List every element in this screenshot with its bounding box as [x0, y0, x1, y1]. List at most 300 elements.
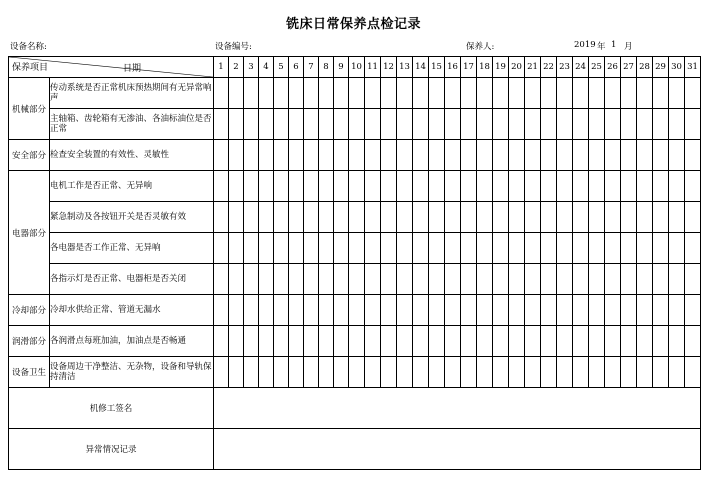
- check-cell[interactable]: [557, 78, 573, 109]
- check-cell[interactable]: [605, 233, 621, 264]
- check-cell[interactable]: [685, 326, 701, 357]
- check-cell[interactable]: [541, 233, 557, 264]
- check-cell[interactable]: [214, 202, 229, 233]
- check-cell[interactable]: [557, 202, 573, 233]
- check-cell[interactable]: [605, 109, 621, 140]
- check-cell[interactable]: [685, 264, 701, 295]
- check-cell[interactable]: [605, 295, 621, 326]
- check-cell[interactable]: [557, 326, 573, 357]
- check-cell[interactable]: [605, 171, 621, 202]
- check-cell[interactable]: [477, 264, 493, 295]
- check-cell[interactable]: [461, 202, 477, 233]
- check-cell[interactable]: [461, 171, 477, 202]
- check-cell[interactable]: [509, 357, 525, 388]
- check-cell[interactable]: [274, 140, 289, 171]
- check-cell[interactable]: [289, 171, 304, 202]
- check-cell[interactable]: [365, 109, 381, 140]
- check-cell[interactable]: [304, 233, 319, 264]
- check-cell[interactable]: [525, 202, 541, 233]
- check-cell[interactable]: [214, 233, 229, 264]
- check-cell[interactable]: [525, 326, 541, 357]
- check-cell[interactable]: [509, 326, 525, 357]
- check-cell[interactable]: [685, 78, 701, 109]
- check-cell[interactable]: [365, 326, 381, 357]
- check-cell[interactable]: [349, 357, 365, 388]
- check-cell[interactable]: [653, 326, 669, 357]
- check-cell[interactable]: [244, 202, 259, 233]
- check-cell[interactable]: [429, 295, 445, 326]
- check-cell[interactable]: [525, 233, 541, 264]
- check-cell[interactable]: [319, 171, 334, 202]
- check-cell[interactable]: [493, 109, 509, 140]
- check-cell[interactable]: [589, 264, 605, 295]
- check-cell[interactable]: [669, 140, 685, 171]
- check-cell[interactable]: [319, 295, 334, 326]
- check-cell[interactable]: [244, 264, 259, 295]
- check-cell[interactable]: [349, 264, 365, 295]
- check-cell[interactable]: [445, 78, 461, 109]
- check-cell[interactable]: [461, 109, 477, 140]
- check-cell[interactable]: [319, 109, 334, 140]
- check-cell[interactable]: [214, 357, 229, 388]
- check-cell[interactable]: [334, 326, 349, 357]
- check-cell[interactable]: [259, 295, 274, 326]
- check-cell[interactable]: [669, 171, 685, 202]
- check-cell[interactable]: [669, 264, 685, 295]
- check-cell[interactable]: [289, 295, 304, 326]
- check-cell[interactable]: [229, 109, 244, 140]
- check-cell[interactable]: [349, 140, 365, 171]
- check-cell[interactable]: [365, 78, 381, 109]
- check-cell[interactable]: [477, 202, 493, 233]
- check-cell[interactable]: [637, 171, 653, 202]
- check-cell[interactable]: [477, 357, 493, 388]
- check-cell[interactable]: [573, 78, 589, 109]
- check-cell[interactable]: [304, 264, 319, 295]
- check-cell[interactable]: [381, 140, 397, 171]
- check-cell[interactable]: [334, 140, 349, 171]
- check-cell[interactable]: [461, 140, 477, 171]
- check-cell[interactable]: [381, 78, 397, 109]
- check-cell[interactable]: [637, 264, 653, 295]
- check-cell[interactable]: [541, 295, 557, 326]
- check-cell[interactable]: [653, 78, 669, 109]
- check-cell[interactable]: [397, 295, 413, 326]
- check-cell[interactable]: [349, 233, 365, 264]
- check-cell[interactable]: [259, 233, 274, 264]
- check-cell[interactable]: [381, 171, 397, 202]
- check-cell[interactable]: [621, 202, 637, 233]
- check-cell[interactable]: [413, 295, 429, 326]
- check-cell[interactable]: [669, 109, 685, 140]
- check-cell[interactable]: [397, 109, 413, 140]
- check-cell[interactable]: [244, 109, 259, 140]
- signature-area[interactable]: [214, 388, 701, 429]
- check-cell[interactable]: [365, 264, 381, 295]
- check-cell[interactable]: [461, 326, 477, 357]
- check-cell[interactable]: [541, 171, 557, 202]
- check-cell[interactable]: [349, 109, 365, 140]
- check-cell[interactable]: [669, 326, 685, 357]
- check-cell[interactable]: [589, 171, 605, 202]
- check-cell[interactable]: [669, 295, 685, 326]
- check-cell[interactable]: [637, 202, 653, 233]
- check-cell[interactable]: [669, 233, 685, 264]
- check-cell[interactable]: [365, 357, 381, 388]
- check-cell[interactable]: [214, 109, 229, 140]
- check-cell[interactable]: [461, 233, 477, 264]
- check-cell[interactable]: [229, 326, 244, 357]
- check-cell[interactable]: [477, 233, 493, 264]
- check-cell[interactable]: [289, 357, 304, 388]
- check-cell[interactable]: [349, 326, 365, 357]
- check-cell[interactable]: [573, 295, 589, 326]
- check-cell[interactable]: [259, 78, 274, 109]
- check-cell[interactable]: [557, 357, 573, 388]
- check-cell[interactable]: [289, 109, 304, 140]
- check-cell[interactable]: [477, 326, 493, 357]
- check-cell[interactable]: [429, 233, 445, 264]
- check-cell[interactable]: [685, 357, 701, 388]
- check-cell[interactable]: [397, 140, 413, 171]
- check-cell[interactable]: [244, 140, 259, 171]
- check-cell[interactable]: [653, 264, 669, 295]
- check-cell[interactable]: [589, 109, 605, 140]
- check-cell[interactable]: [461, 264, 477, 295]
- check-cell[interactable]: [214, 140, 229, 171]
- check-cell[interactable]: [685, 171, 701, 202]
- check-cell[interactable]: [429, 357, 445, 388]
- check-cell[interactable]: [274, 233, 289, 264]
- check-cell[interactable]: [621, 326, 637, 357]
- check-cell[interactable]: [621, 171, 637, 202]
- check-cell[interactable]: [685, 140, 701, 171]
- check-cell[interactable]: [493, 78, 509, 109]
- check-cell[interactable]: [289, 202, 304, 233]
- check-cell[interactable]: [493, 233, 509, 264]
- check-cell[interactable]: [685, 202, 701, 233]
- check-cell[interactable]: [557, 140, 573, 171]
- check-cell[interactable]: [621, 109, 637, 140]
- check-cell[interactable]: [493, 140, 509, 171]
- check-cell[interactable]: [557, 109, 573, 140]
- check-cell[interactable]: [589, 202, 605, 233]
- check-cell[interactable]: [319, 78, 334, 109]
- check-cell[interactable]: [445, 233, 461, 264]
- check-cell[interactable]: [637, 295, 653, 326]
- check-cell[interactable]: [541, 202, 557, 233]
- check-cell[interactable]: [289, 264, 304, 295]
- check-cell[interactable]: [304, 357, 319, 388]
- check-cell[interactable]: [365, 140, 381, 171]
- check-cell[interactable]: [541, 78, 557, 109]
- check-cell[interactable]: [557, 264, 573, 295]
- check-cell[interactable]: [605, 357, 621, 388]
- check-cell[interactable]: [274, 202, 289, 233]
- check-cell[interactable]: [381, 202, 397, 233]
- check-cell[interactable]: [413, 78, 429, 109]
- check-cell[interactable]: [429, 202, 445, 233]
- check-cell[interactable]: [349, 202, 365, 233]
- check-cell[interactable]: [429, 140, 445, 171]
- check-cell[interactable]: [461, 78, 477, 109]
- check-cell[interactable]: [397, 326, 413, 357]
- check-cell[interactable]: [229, 264, 244, 295]
- check-cell[interactable]: [541, 264, 557, 295]
- abnormal-notes-area[interactable]: [214, 429, 701, 470]
- check-cell[interactable]: [229, 202, 244, 233]
- check-cell[interactable]: [669, 357, 685, 388]
- check-cell[interactable]: [334, 295, 349, 326]
- check-cell[interactable]: [413, 140, 429, 171]
- check-cell[interactable]: [525, 109, 541, 140]
- check-cell[interactable]: [304, 295, 319, 326]
- check-cell[interactable]: [274, 357, 289, 388]
- check-cell[interactable]: [334, 171, 349, 202]
- check-cell[interactable]: [509, 264, 525, 295]
- check-cell[interactable]: [397, 264, 413, 295]
- check-cell[interactable]: [274, 264, 289, 295]
- check-cell[interactable]: [289, 326, 304, 357]
- check-cell[interactable]: [259, 357, 274, 388]
- check-cell[interactable]: [229, 233, 244, 264]
- check-cell[interactable]: [669, 78, 685, 109]
- check-cell[interactable]: [509, 295, 525, 326]
- check-cell[interactable]: [304, 326, 319, 357]
- check-cell[interactable]: [445, 140, 461, 171]
- check-cell[interactable]: [381, 264, 397, 295]
- check-cell[interactable]: [653, 140, 669, 171]
- check-cell[interactable]: [557, 171, 573, 202]
- check-cell[interactable]: [289, 78, 304, 109]
- check-cell[interactable]: [445, 202, 461, 233]
- check-cell[interactable]: [429, 78, 445, 109]
- check-cell[interactable]: [413, 357, 429, 388]
- check-cell[interactable]: [429, 264, 445, 295]
- check-cell[interactable]: [397, 357, 413, 388]
- check-cell[interactable]: [525, 140, 541, 171]
- check-cell[interactable]: [525, 264, 541, 295]
- check-cell[interactable]: [509, 109, 525, 140]
- check-cell[interactable]: [637, 140, 653, 171]
- check-cell[interactable]: [397, 78, 413, 109]
- check-cell[interactable]: [605, 140, 621, 171]
- check-cell[interactable]: [653, 233, 669, 264]
- check-cell[interactable]: [621, 233, 637, 264]
- check-cell[interactable]: [573, 171, 589, 202]
- check-cell[interactable]: [445, 171, 461, 202]
- check-cell[interactable]: [259, 326, 274, 357]
- check-cell[interactable]: [244, 295, 259, 326]
- check-cell[interactable]: [214, 171, 229, 202]
- check-cell[interactable]: [637, 78, 653, 109]
- check-cell[interactable]: [525, 357, 541, 388]
- check-cell[interactable]: [304, 78, 319, 109]
- check-cell[interactable]: [244, 233, 259, 264]
- check-cell[interactable]: [477, 140, 493, 171]
- check-cell[interactable]: [334, 264, 349, 295]
- check-cell[interactable]: [637, 357, 653, 388]
- check-cell[interactable]: [429, 109, 445, 140]
- check-cell[interactable]: [244, 357, 259, 388]
- check-cell[interactable]: [274, 78, 289, 109]
- check-cell[interactable]: [334, 202, 349, 233]
- check-cell[interactable]: [621, 357, 637, 388]
- check-cell[interactable]: [244, 326, 259, 357]
- check-cell[interactable]: [289, 140, 304, 171]
- check-cell[interactable]: [229, 140, 244, 171]
- check-cell[interactable]: [214, 78, 229, 109]
- check-cell[interactable]: [259, 109, 274, 140]
- check-cell[interactable]: [445, 264, 461, 295]
- check-cell[interactable]: [259, 140, 274, 171]
- check-cell[interactable]: [589, 140, 605, 171]
- check-cell[interactable]: [365, 233, 381, 264]
- check-cell[interactable]: [493, 264, 509, 295]
- check-cell[interactable]: [573, 264, 589, 295]
- check-cell[interactable]: [541, 109, 557, 140]
- check-cell[interactable]: [229, 357, 244, 388]
- check-cell[interactable]: [365, 171, 381, 202]
- check-cell[interactable]: [589, 233, 605, 264]
- check-cell[interactable]: [304, 202, 319, 233]
- check-cell[interactable]: [319, 202, 334, 233]
- check-cell[interactable]: [413, 171, 429, 202]
- check-cell[interactable]: [365, 295, 381, 326]
- check-cell[interactable]: [509, 140, 525, 171]
- check-cell[interactable]: [274, 171, 289, 202]
- check-cell[interactable]: [493, 202, 509, 233]
- check-cell[interactable]: [605, 264, 621, 295]
- check-cell[interactable]: [274, 295, 289, 326]
- check-cell[interactable]: [319, 326, 334, 357]
- check-cell[interactable]: [589, 326, 605, 357]
- check-cell[interactable]: [259, 171, 274, 202]
- check-cell[interactable]: [229, 171, 244, 202]
- check-cell[interactable]: [214, 295, 229, 326]
- check-cell[interactable]: [413, 202, 429, 233]
- check-cell[interactable]: [653, 202, 669, 233]
- check-cell[interactable]: [334, 109, 349, 140]
- check-cell[interactable]: [413, 326, 429, 357]
- check-cell[interactable]: [509, 171, 525, 202]
- check-cell[interactable]: [319, 264, 334, 295]
- check-cell[interactable]: [493, 171, 509, 202]
- check-cell[interactable]: [589, 295, 605, 326]
- check-cell[interactable]: [589, 78, 605, 109]
- check-cell[interactable]: [334, 233, 349, 264]
- check-cell[interactable]: [461, 295, 477, 326]
- check-cell[interactable]: [541, 326, 557, 357]
- check-cell[interactable]: [244, 171, 259, 202]
- check-cell[interactable]: [557, 295, 573, 326]
- check-cell[interactable]: [304, 109, 319, 140]
- check-cell[interactable]: [244, 78, 259, 109]
- check-cell[interactable]: [525, 295, 541, 326]
- check-cell[interactable]: [214, 326, 229, 357]
- check-cell[interactable]: [413, 264, 429, 295]
- check-cell[interactable]: [365, 202, 381, 233]
- check-cell[interactable]: [477, 78, 493, 109]
- check-cell[interactable]: [397, 171, 413, 202]
- check-cell[interactable]: [621, 78, 637, 109]
- check-cell[interactable]: [541, 140, 557, 171]
- check-cell[interactable]: [573, 140, 589, 171]
- check-cell[interactable]: [334, 357, 349, 388]
- check-cell[interactable]: [274, 109, 289, 140]
- check-cell[interactable]: [413, 233, 429, 264]
- check-cell[interactable]: [493, 357, 509, 388]
- check-cell[interactable]: [381, 109, 397, 140]
- check-cell[interactable]: [573, 233, 589, 264]
- check-cell[interactable]: [573, 202, 589, 233]
- check-cell[interactable]: [637, 326, 653, 357]
- check-cell[interactable]: [445, 357, 461, 388]
- check-cell[interactable]: [319, 357, 334, 388]
- check-cell[interactable]: [381, 233, 397, 264]
- check-cell[interactable]: [349, 295, 365, 326]
- check-cell[interactable]: [573, 109, 589, 140]
- check-cell[interactable]: [621, 264, 637, 295]
- check-cell[interactable]: [605, 326, 621, 357]
- check-cell[interactable]: [477, 109, 493, 140]
- check-cell[interactable]: [259, 202, 274, 233]
- check-cell[interactable]: [525, 171, 541, 202]
- check-cell[interactable]: [349, 78, 365, 109]
- check-cell[interactable]: [229, 295, 244, 326]
- check-cell[interactable]: [429, 171, 445, 202]
- check-cell[interactable]: [445, 295, 461, 326]
- check-cell[interactable]: [493, 326, 509, 357]
- check-cell[interactable]: [605, 202, 621, 233]
- check-cell[interactable]: [685, 295, 701, 326]
- check-cell[interactable]: [397, 202, 413, 233]
- check-cell[interactable]: [605, 78, 621, 109]
- check-cell[interactable]: [319, 233, 334, 264]
- check-cell[interactable]: [214, 264, 229, 295]
- check-cell[interactable]: [381, 326, 397, 357]
- check-cell[interactable]: [229, 78, 244, 109]
- check-cell[interactable]: [653, 295, 669, 326]
- check-cell[interactable]: [304, 171, 319, 202]
- check-cell[interactable]: [445, 326, 461, 357]
- check-cell[interactable]: [573, 326, 589, 357]
- check-cell[interactable]: [653, 171, 669, 202]
- check-cell[interactable]: [445, 109, 461, 140]
- check-cell[interactable]: [429, 326, 445, 357]
- check-cell[interactable]: [334, 78, 349, 109]
- check-cell[interactable]: [477, 171, 493, 202]
- check-cell[interactable]: [621, 140, 637, 171]
- check-cell[interactable]: [621, 295, 637, 326]
- check-cell[interactable]: [319, 140, 334, 171]
- check-cell[interactable]: [653, 357, 669, 388]
- check-cell[interactable]: [653, 109, 669, 140]
- check-cell[interactable]: [461, 357, 477, 388]
- check-cell[interactable]: [274, 326, 289, 357]
- check-cell[interactable]: [637, 233, 653, 264]
- check-cell[interactable]: [413, 109, 429, 140]
- check-cell[interactable]: [289, 233, 304, 264]
- check-cell[interactable]: [685, 233, 701, 264]
- check-cell[interactable]: [509, 78, 525, 109]
- check-cell[interactable]: [477, 295, 493, 326]
- check-cell[interactable]: [381, 295, 397, 326]
- check-cell[interactable]: [304, 140, 319, 171]
- check-cell[interactable]: [541, 357, 557, 388]
- check-cell[interactable]: [259, 264, 274, 295]
- check-cell[interactable]: [669, 202, 685, 233]
